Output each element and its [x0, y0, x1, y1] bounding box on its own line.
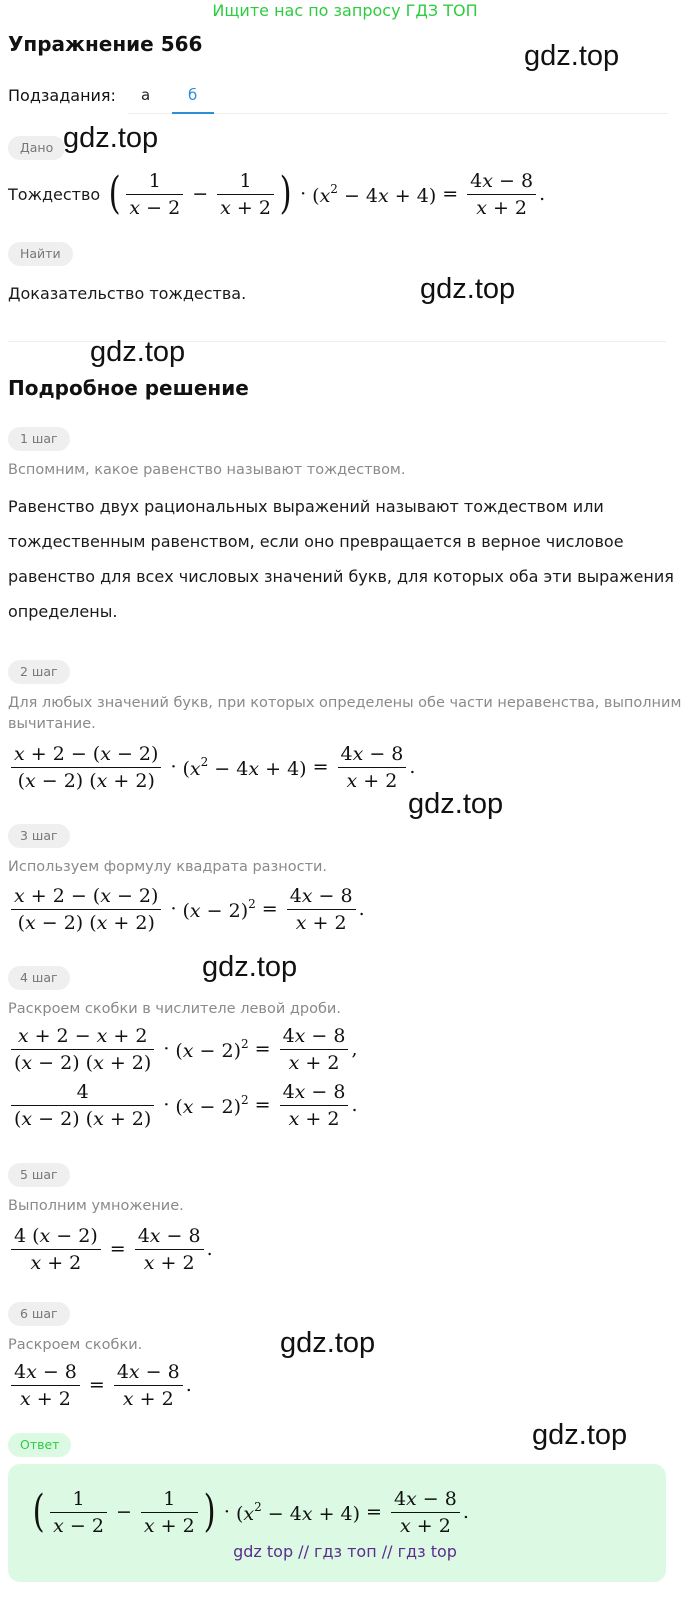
- step-6-hint: Раскроем скобки.: [8, 1337, 143, 1353]
- page-title: Упражнение 566: [8, 32, 203, 56]
- watermark: gdz.top: [408, 788, 504, 820]
- footer-links[interactable]: gdz top // гдз топ // гдз top: [233, 1542, 457, 1561]
- given-badge: Дано: [8, 136, 65, 160]
- step-2-hint: вычитание.: [8, 716, 96, 732]
- watermark: gdz.top: [532, 1419, 628, 1451]
- step-1-line: равенство для всех числовых значений букв, для которых оба эти выражения: [8, 567, 674, 586]
- step-3-formula: $\frac{x + 2 - (x - 2)}{(x - 2) (x + 2)}$ · $(x - 2)^2$ = $\frac{4x - 8}{x + 2}$ .: [8, 882, 365, 936]
- watermark: gdz.top: [420, 273, 516, 305]
- step-4-badge: 4 шаг: [8, 966, 70, 990]
- watermark: gdz.top: [90, 336, 186, 368]
- given-identity: Тождество ( $\frac{1}{x - 2}$ − $\frac{1}{x + 2}$ ) · $(x^2 - 4x + 4)$ = $\frac{4x - 8}{x + 2}$ .: [8, 168, 546, 219]
- step-1-line: Равенство двух рациональных выражений называют тождеством или: [8, 497, 604, 516]
- answer-formula: ( $\frac{1}{x - 2}$ − $\frac{1}{x + 2}$ ) · $(x^2 - 4x + 4)$ = $\frac{4x - 8}{x + 2}$ .: [32, 1486, 469, 1537]
- step-5-badge: 5 шаг: [8, 1163, 70, 1187]
- tab-b[interactable]: б: [188, 86, 198, 104]
- step-1-badge: 1 шаг: [8, 427, 70, 451]
- step-2-hint: Для любых значений букв, при которых определены обе части неравенства, выполним: [8, 695, 682, 711]
- watermark: gdz.top: [202, 951, 298, 983]
- solution-title: Подробное решение: [8, 376, 249, 400]
- step-6-badge: 6 шаг: [8, 1302, 70, 1326]
- active-tab-indicator: [172, 112, 214, 114]
- given-prefix: Тождество: [8, 184, 101, 204]
- watermark: gdz.top: [63, 122, 159, 154]
- step-2-badge: 2 шаг: [8, 660, 70, 684]
- step-1-line: определены.: [8, 602, 118, 621]
- step-5-hint: Выполним умножение.: [8, 1198, 184, 1214]
- find-badge: Найти: [8, 242, 73, 266]
- step-4-formula-2: $\frac{4}{(x - 2) (x + 2)}$ · $(x - 2)^2$ = $\frac{4x - 8}{x + 2}$ .: [8, 1078, 358, 1132]
- step-1-hint: Вспомним, какое равенство называют тождеством.: [8, 462, 406, 478]
- watermark: gdz.top: [524, 40, 620, 72]
- find-text: Доказательство тождества.: [8, 284, 247, 303]
- subtasks-label: Подзадания:: [8, 86, 116, 105]
- step-3-badge: 3 шаг: [8, 824, 70, 848]
- step-1-line: тождественным равенством, если оно превращается в верное числовое: [8, 532, 624, 551]
- promo-banner: Ищите нас по запросу ГДЗ ТОП: [212, 1, 478, 20]
- answer-badge: Ответ: [8, 1433, 71, 1457]
- step-3-hint: Используем формулу квадрата разности.: [8, 859, 328, 875]
- watermark: gdz.top: [280, 1327, 376, 1359]
- step-2-formula: $\frac{x + 2 - (x - 2)}{(x - 2) (x + 2)}$ · $(x^2 - 4x + 4)$ = $\frac{4x - 8}{x + 2}$ .: [8, 740, 415, 794]
- tab-a[interactable]: а: [141, 86, 151, 104]
- step-5-formula: $\frac{4 (x - 2)}{x + 2}$ = $\frac{4x - 8}{x + 2}$ .: [8, 1222, 213, 1276]
- step-6-formula: $\frac{4x - 8}{x + 2}$ = $\frac{4x - 8}{x + 2}$ .: [8, 1358, 192, 1412]
- step-4-formula-1: $\frac{x + 2 - x + 2}{(x - 2) (x + 2)}$ · $(x - 2)^2$ = $\frac{4x - 8}{x + 2}$ ,: [8, 1022, 358, 1076]
- step-4-hint: Раскроем скобки в числителе левой дроби.: [8, 1001, 341, 1017]
